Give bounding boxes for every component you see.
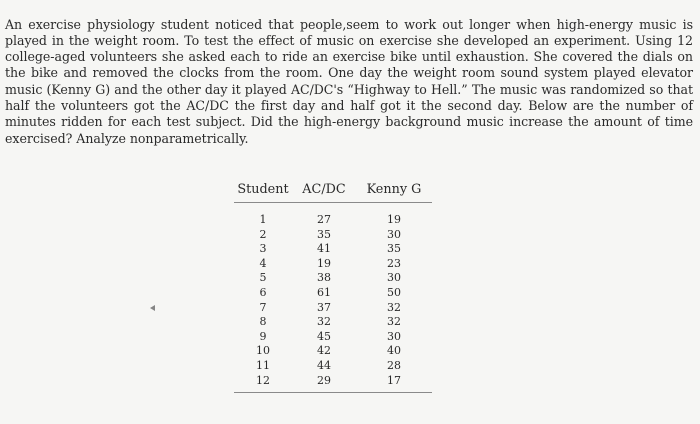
kennyg-cell: 35 (387, 242, 401, 256)
table-row (234, 315, 432, 330)
exercise-minutes-table (234, 180, 432, 393)
acdc-cell: 32 (317, 315, 331, 329)
table-row (234, 257, 432, 272)
acdc-cell: 45 (317, 329, 331, 343)
kennyg-cell: 32 (387, 315, 401, 329)
acdc-cell: 44 (317, 358, 331, 372)
kennyg-cell: 40 (387, 344, 401, 358)
acdc-cell: 42 (317, 344, 331, 358)
student-cell: 2 (259, 227, 267, 241)
student-cell: 10 (256, 344, 270, 358)
acdc-cell: 37 (317, 300, 331, 314)
table-row (234, 374, 432, 393)
student-cell: 4 (259, 256, 267, 270)
kennyg-cell: 30 (387, 271, 401, 285)
student-cell: 1 (259, 213, 267, 226)
student-cell: 8 (259, 315, 267, 329)
acdc-cell: 41 (317, 242, 331, 256)
table-row (234, 242, 432, 257)
kennyg-cell: 19 (387, 213, 401, 226)
kennyg-cell: 23 (387, 256, 401, 270)
table-row (234, 203, 432, 228)
student-cell: 6 (259, 285, 267, 299)
kennyg-cell: 28 (387, 358, 401, 372)
acdc-cell: 35 (317, 227, 331, 241)
student-cell: 7 (259, 300, 267, 314)
table-row (234, 344, 432, 359)
acdc-cell: 27 (317, 213, 331, 226)
acdc-cell: 38 (317, 271, 331, 285)
kennyg-cell: 30 (387, 329, 401, 343)
student-cell: 3 (259, 242, 267, 256)
table-row (234, 286, 432, 301)
acdc-cell: 61 (317, 285, 331, 299)
kennyg-column-header: Kenny G (356, 180, 432, 203)
table-header-row (234, 180, 432, 203)
student-cell: 9 (259, 329, 267, 343)
acdc-cell: 19 (317, 256, 331, 270)
problem-statement: An exercise physiology student noticed that people,seem to work out longer when high-energy music is played in the weight room. To test the effect of music on exercise she developed an experiment. Using 12 college-aged volunteers she asked each to ride an exercise bike until exhaustion. She covered the dials on the bike and removed the clocks from the room. One day the weight room sound system played elevator music (Kenny G) and the other day it played AC/DC's “Highway to Hell.” The music was randomized so that half the volunteers got the AC/DC the first day and half got it the second day. Below are the number of minutes ridden for each test subject. Did the high-energy background music increase the amount of time exercised? Analyze nonparametrically. (5, 16, 693, 146)
acdc-column-header: AC/DC (292, 180, 356, 203)
student-column-header: Student (234, 180, 292, 203)
table-row (234, 228, 432, 243)
kennyg-cell: 30 (387, 227, 401, 241)
kennyg-cell: 32 (387, 300, 401, 314)
table-row (234, 359, 432, 374)
kennyg-cell: 50 (387, 285, 401, 299)
kennyg-cell: 17 (356, 374, 432, 393)
mouse-cursor-icon (150, 305, 155, 311)
table-row (234, 271, 432, 286)
student-cell: 11 (256, 358, 270, 372)
table-row (234, 330, 432, 345)
student-cell: 5 (259, 271, 267, 285)
student-cell: 12 (234, 374, 292, 393)
table-row (234, 301, 432, 316)
table-body (234, 203, 432, 393)
acdc-cell: 29 (292, 374, 356, 393)
